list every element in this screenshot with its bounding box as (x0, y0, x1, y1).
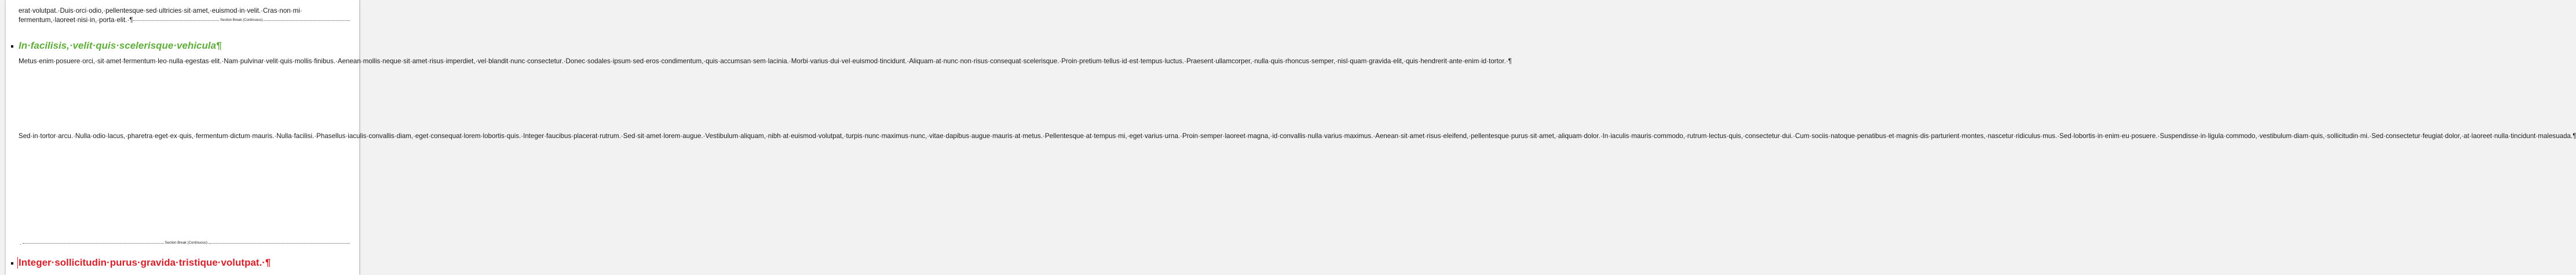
section-break-1 (19, 16, 350, 24)
section-break-line-right-2 (209, 243, 350, 244)
paragraph-metus[interactable]: Metus·enim·posuere·orci,·sit·amet·fermentum·leo·nulla·egestas·elit.·Nam·pulvinar·velit·quis·mollis·finibus.·Aenean·mollis·neque·sit·amet·risus·imperdiet,·vel·blandit·nunc·consectetur.·Donec·sodales·ipsum·sed·eros·condimentum,·quis·accumsan·sem·lacinia.·Morbi·varius·dui·vel·euismod·tincidunt.·Aliquam·at·nunc·non·risus·consequat·scelerisque.·Proin·pretium·tellus·id·est·tempus·luctus.·Praesent·ullamcorper,·nulla·quis·rhoncus·semper,·nisl·quam·gravida·elit,·quis·hendrerit·ante·enim·id·tortor.·¶ (19, 57, 1512, 65)
heading-integer-sollicitudin[interactable]: Integer·sollicitudin·purus·gravida·tristique·volutpat.·¶ (19, 257, 271, 268)
section-break-label-2: Section Break (Continuous) (165, 241, 207, 245)
heading-in-facilisis[interactable]: In·facilisis,·velit·quis·scelerisque·vehicula¶ (19, 40, 222, 51)
heading1-row[interactable] (19, 39, 350, 52)
paragraph-mark-bullet (11, 45, 13, 48)
section-break-line-left-2 (23, 243, 164, 244)
paragraph-mark-bullet-2 (11, 262, 13, 265)
top-paragraph-line2[interactable]: fermentum,·laoreet·nisi·in,·porta·elit.·¶ (19, 16, 133, 24)
section-break-2 (19, 239, 350, 247)
section-break-line-right (264, 20, 350, 21)
document-page[interactable] (6, 0, 2576, 275)
section-break-line-left (133, 20, 220, 21)
paragraph-sed-in-tortor[interactable]: Sed·in·tortor·arcu.·Nulla·odio·lacus,·pharetra·eget·ex·quis,·fermentum·dictum·mauris.·Nulla·facilisi.·Phasellus·iaculis·convallis·diam,·eget·consequat·lorem·lobortis·quis.·Integer·faucibus·placerat·rutrum.·Sed·sit·amet·lorem·augue.·Vestibulum·aliquam,·nibh·at·euismod·volutpat,·turpis·nunc·maximus·nunc,·vitae·dapibus·augue·mauris·at·metus.·Pellentesque·at·tempus·mi,·eget·varius·urna.·Proin·semper·laoreet·magna,·id·convallis·nulla·varius·maximus.·Aenean·sit·amet·risus·eleifend,·pellentesque·purus·sit·amet,·aliquam·dolor.·In·iaculis·mauris·commodo,·rutrum·lectus·quis,·consectetur·dui.·Cum·sociis·natoque·penatibus·et·magnis·dis·parturient·montes,·nascetur·ridiculus·mus.·Sed·lobortis·in·enim·eu·posuere.·Suspendisse·in·ligula·commodo,·vestibulum·diam·quis,·sollicitudin·mi.·Sed·consectetur·feugiat·dolor,·at·laoreet·nulla·tincidunt·malesuada.¶ (19, 132, 2576, 140)
empty-paragraph-mark: . (20, 240, 21, 246)
text-cursor (17, 257, 18, 269)
heading2-row[interactable] (19, 256, 350, 269)
top-paragraph-line1[interactable]: erat·volutpat.·Duis·orci·odio,·pellentesque·sed·ultricies·sit·amet,·euismod·in·velit.·Cras·non·mi· (19, 7, 302, 15)
section-break-label-1: Section Break (Continuous) (220, 18, 263, 22)
